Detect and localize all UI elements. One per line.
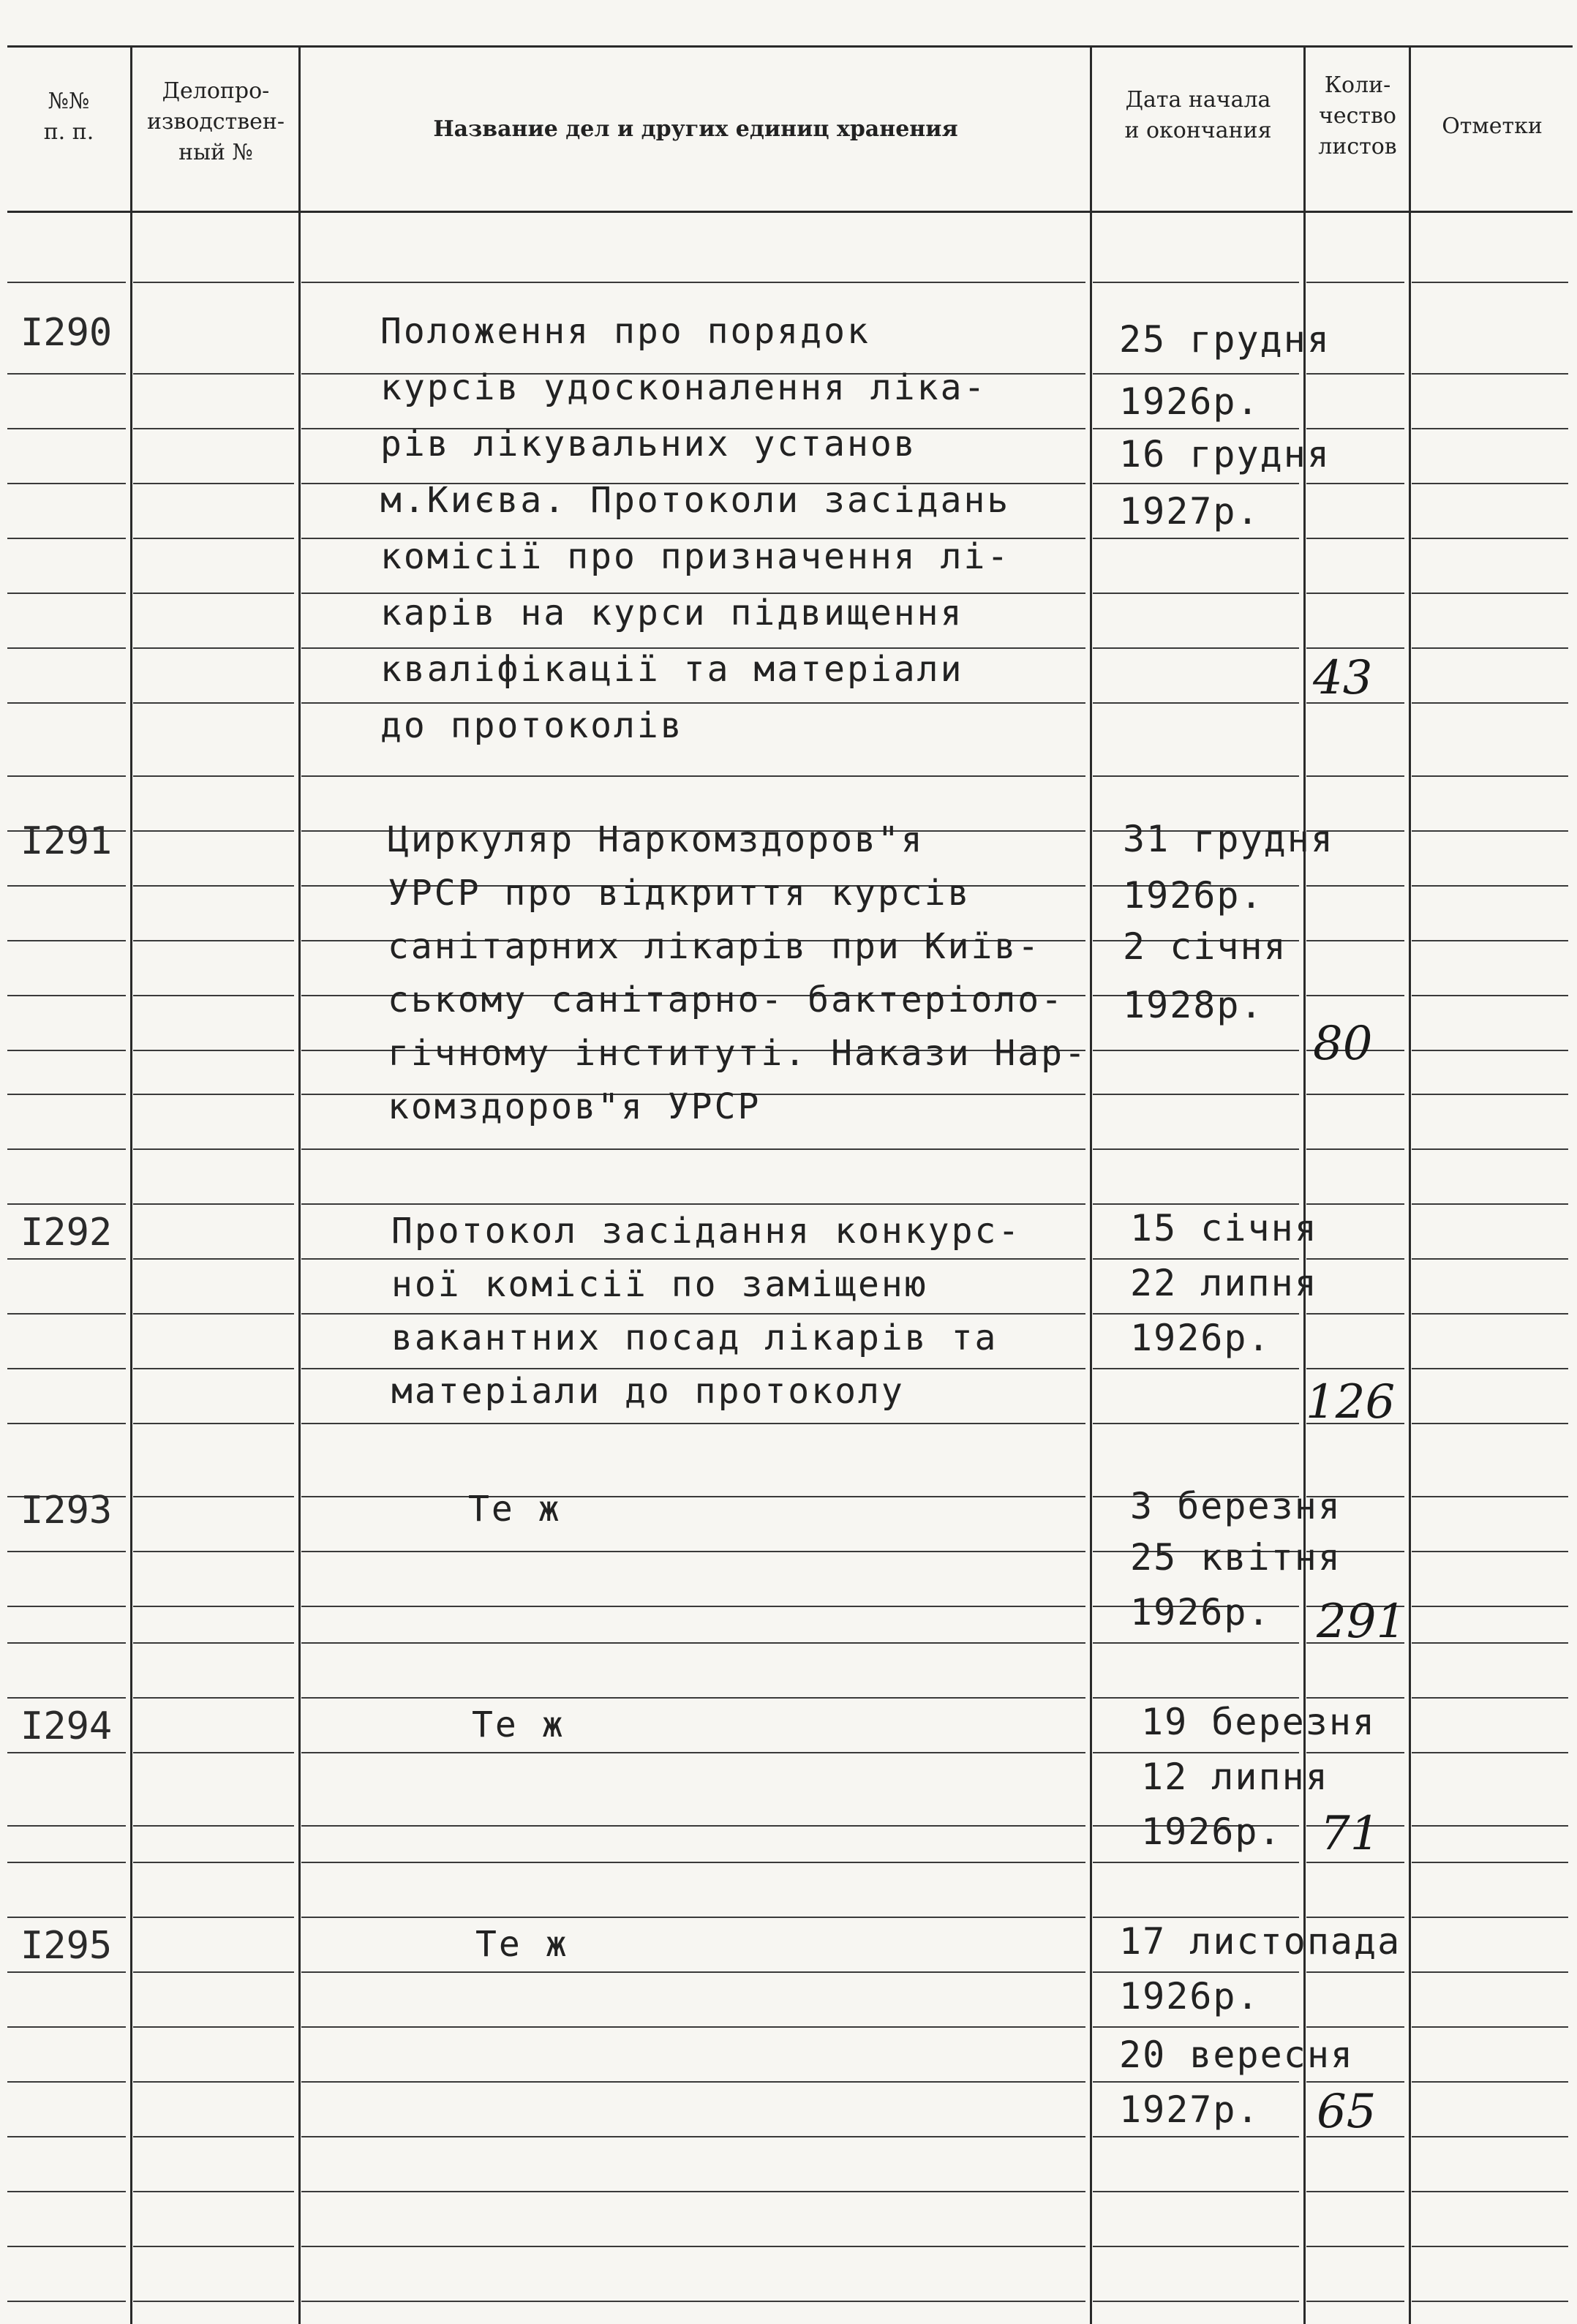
rule-line [301,775,1085,777]
header-office-num [133,76,298,168]
rule-line [133,1423,294,1424]
rule-line [1412,1551,1568,1552]
header-dates-line: и окончания [1124,118,1272,143]
rule-line [133,282,294,283]
rule-line [301,1368,1085,1369]
header-bottom-border [7,211,1573,213]
row-number: I291 [20,819,113,863]
row-title-line: до протоколів [380,705,684,746]
rule-line [1093,1917,1299,1918]
rule-line [1093,2191,1299,2192]
rule-line [1306,1368,1404,1369]
rule-line [7,1825,126,1827]
rule-line [133,1551,294,1552]
rule-line [1412,1917,1568,1918]
rule-line [133,1606,294,1607]
rule-line [133,428,294,429]
rule-line [1412,995,1568,996]
row-sheet-count: 80 [1313,1017,1373,1071]
row-date-line: 15 січня [1130,1207,1318,1249]
rule-line [1412,428,1568,429]
rule-line [301,2246,1085,2247]
rule-line [1093,647,1299,649]
row-title-line: комісії про призначення лі- [380,536,1011,577]
rule-line [1412,1368,1568,1369]
rule-line [1093,1697,1299,1699]
rule-line [1412,1606,1568,1607]
row-title-line: Те ж [475,1924,569,1965]
row-date-line: 1926р. [1141,1810,1282,1853]
rule-line [7,538,126,539]
rule-line [133,830,294,832]
rule-line [1306,647,1404,649]
rule-line [133,373,294,375]
rule-line [1412,282,1568,283]
rule-line [133,1752,294,1753]
rule-line [1306,940,1404,941]
rule-line [301,702,1085,704]
row-date-line: 31 грудня [1123,818,1334,860]
header-office-line: Делопро- [162,78,270,104]
header-title: Название дел и других единиц хранения [433,116,958,142]
header-sheets-line: Коли- [1324,72,1391,98]
rule-line [1306,373,1404,375]
rule-line [1306,1203,1404,1205]
rule-line [7,885,126,887]
rule-line [1306,775,1404,777]
row-date-line: 25 квітня [1130,1536,1341,1579]
rule-line [7,1606,126,1607]
row-number: I293 [20,1489,113,1533]
rule-line [1306,2246,1404,2247]
rule-line [133,1203,294,1205]
rule-line [1093,2136,1299,2137]
row-number: I292 [20,1211,113,1255]
rule-line [7,373,126,375]
rule-line [1306,593,1404,594]
rule-line [7,2026,126,2028]
rule-line [133,1971,294,1973]
rule-line [1306,1148,1404,1150]
rule-line [1412,1496,1568,1497]
rule-line [133,538,294,539]
rule-line [7,593,126,594]
rule-line [1412,2136,1568,2137]
rule-line [7,995,126,996]
rule-line [1412,373,1568,375]
rule-line [133,1094,294,1095]
rule-line [301,1258,1085,1260]
header-dates [1093,85,1303,146]
rule-line [1093,2081,1299,2083]
rule-line [7,1642,126,1644]
rule-line [1093,538,1299,539]
col-divider-4 [1303,45,1306,2324]
row-date-line: 1928р. [1123,984,1264,1026]
rule-line [133,2246,294,2247]
rule-line [133,1917,294,1918]
rule-line [1306,1971,1404,1973]
rule-line [1093,702,1299,704]
header-num-line: п. п. [43,119,94,145]
rule-line [1306,2026,1404,2028]
rule-line [1093,428,1299,429]
rule-line [133,1496,294,1497]
rule-line [1412,483,1568,484]
row-title-line: Те ж [472,1704,565,1745]
rule-line [1306,282,1404,283]
rule-line [301,1917,1085,1918]
row-sheet-count: 71 [1320,1807,1380,1861]
rule-line [1093,2301,1299,2302]
rule-line [7,1551,126,1552]
row-date-line: 19 березня [1141,1701,1377,1743]
rule-line [7,940,126,941]
header-sheets [1306,70,1409,162]
top-border [7,45,1573,48]
row-date-line: 1926р. [1130,1317,1271,1359]
row-number: I290 [20,311,113,355]
rule-line [7,1971,126,1973]
row-title-line: курсів удосконалення ліка- [380,367,987,408]
row-title-line: Положення про порядок [380,311,870,352]
rule-line [133,593,294,594]
rule-line [1306,1752,1404,1753]
rule-line [133,2026,294,2028]
rule-line [7,775,126,777]
row-date-line: 16 грудня [1119,433,1331,475]
rule-line [1093,1094,1299,1095]
rule-line [1412,830,1568,832]
rule-line [133,1050,294,1051]
rule-line [301,2081,1085,2083]
rule-line [1306,1917,1404,1918]
rule-line [133,1148,294,1150]
rule-line [1412,2191,1568,2192]
rule-line [1412,940,1568,941]
rule-line [1412,647,1568,649]
rule-line [7,1917,126,1918]
rule-line [7,1258,126,1260]
row-title-line: УРСР про відкриття курсів [388,873,971,914]
header-sheets-line: чество [1319,103,1396,129]
rule-line [7,1752,126,1753]
row-date-line: 22 липня [1130,1262,1318,1304]
rule-line [1412,1203,1568,1205]
rule-line [301,1148,1085,1150]
rule-line [7,1862,126,1863]
rule-line [1306,1094,1404,1095]
rule-line [1306,885,1404,887]
col-divider-3 [1090,45,1092,2324]
rule-line [1093,1971,1299,1973]
rule-line [301,1697,1085,1699]
rule-line [7,1203,126,1205]
rule-line [1093,483,1299,484]
col-divider-2 [298,45,301,2324]
rule-line [1306,2191,1404,2192]
rule-line [301,1862,1085,1863]
rule-line [1412,1697,1568,1699]
rule-line [1412,1258,1568,1260]
rule-line [7,1050,126,1051]
row-number: I294 [20,1704,113,1748]
row-date-line: 25 грудня [1119,318,1331,361]
row-date-line: 12 липня [1141,1756,1329,1798]
rule-line [1412,2081,1568,2083]
col-divider-5 [1409,45,1411,2324]
rule-line [7,1368,126,1369]
rule-line [133,775,294,777]
rule-line [133,1862,294,1863]
rule-line [7,282,126,283]
rule-line [7,2081,126,2083]
rule-line [1306,1313,1404,1315]
row-sheet-count: 291 [1317,1595,1407,1649]
rule-line [1306,483,1404,484]
rule-line [1093,1050,1299,1051]
rule-line [1093,373,1299,375]
rule-line [301,1752,1085,1753]
row-title-line: вакантних посад лікарів та [391,1317,998,1358]
row-date-line: 1926р. [1119,1975,1260,2017]
rule-line [1412,1862,1568,1863]
rule-line [133,995,294,996]
row-date-line: 1926р. [1119,380,1260,423]
rule-line [1412,2301,1568,2302]
rule-line [7,2301,126,2302]
rule-line [301,1642,1085,1644]
rule-line [7,1697,126,1699]
row-date-line: 3 березня [1130,1485,1341,1527]
rule-line [7,1313,126,1315]
rule-line [1306,1697,1404,1699]
rule-line [133,1642,294,1644]
rule-line [1412,1313,1568,1315]
header-dates-line: Дата начала [1125,87,1271,113]
header-num [7,86,130,148]
row-title-line: ському санітарно- бактеріоло- [388,979,1065,1020]
rule-line [1412,2246,1568,2247]
rule-line [7,1423,126,1424]
rule-line [301,1551,1085,1552]
rule-line [1306,428,1404,429]
rule-line [1412,1642,1568,1644]
rule-line [1306,2081,1404,2083]
rule-line [1412,885,1568,887]
rule-line [1093,1862,1299,1863]
row-date-line: 1927р. [1119,490,1260,533]
rule-line [301,2191,1085,2192]
rule-line [133,1697,294,1699]
rule-line [133,483,294,484]
rule-line [1093,1148,1299,1150]
header-office-line: ный № [178,140,253,165]
rule-line [1412,1752,1568,1753]
rule-line [133,1825,294,1827]
row-title-line: комздоров"я УРСР [388,1086,761,1127]
row-title-line: рів лікувальних установ [380,424,917,465]
rule-line [1306,1862,1404,1863]
rule-line [133,2301,294,2302]
rule-line [1306,538,1404,539]
rule-line [7,1148,126,1150]
rule-line [133,940,294,941]
rule-line [1412,1050,1568,1051]
rule-line [133,2081,294,2083]
row-title-line: санітарних лікарів при Київ- [388,926,1042,967]
rule-line [1093,282,1299,283]
rule-line [7,1094,126,1095]
rule-line [301,2136,1085,2137]
rule-line [301,2026,1085,2028]
row-sheet-count: 43 [1313,651,1373,705]
row-title-line: кваліфікації та матеріали [380,649,964,690]
rule-line [1093,1368,1299,1369]
row-date-line: 1926р. [1130,1591,1271,1633]
row-date-line: 2 січня [1123,925,1287,968]
row-title-line: Те ж [468,1489,562,1530]
row-title-line: Протокол засідання конкурс- [391,1211,1022,1252]
rule-line [1093,1423,1299,1424]
rule-line [1093,1313,1299,1315]
rule-line [7,702,126,704]
rule-line [1093,1752,1299,1753]
row-sheet-count: 65 [1317,2085,1377,2139]
rule-line [301,2301,1085,2302]
row-title-line: Циркуляр Наркомздоров"я [388,819,925,860]
rule-line [301,1313,1085,1315]
rule-line [1412,593,1568,594]
header-sheets-line: листов [1318,134,1397,159]
rule-line [133,2191,294,2192]
rule-line [1093,2026,1299,2028]
rule-line [7,428,126,429]
col-divider-1 [130,45,132,2324]
rule-line [1306,995,1404,996]
rule-line [1306,1258,1404,1260]
header-num-line: №№ [48,89,90,114]
rule-line [301,282,1085,283]
rule-line [1412,538,1568,539]
row-title-line: карів на курси підвищення [380,593,964,633]
rule-line [1093,775,1299,777]
header-notes: Отметки [1442,113,1543,139]
row-sheet-count: 126 [1306,1375,1396,1429]
row-number: I295 [20,1924,113,1968]
header-office-line: изводствен- [147,109,285,135]
rule-line [1412,1971,1568,1973]
rule-line [1093,593,1299,594]
rule-line [7,483,126,484]
rule-line [1093,2246,1299,2247]
rule-line [301,1825,1085,1827]
rule-line [133,885,294,887]
rule-line [1412,1148,1568,1150]
rule-line [7,2191,126,2192]
rule-line [1412,1423,1568,1424]
rule-line [7,2136,126,2137]
rule-line [301,1423,1085,1424]
rule-line [1093,1642,1299,1644]
row-title-line: гічному інституті. Накази Нар- [388,1033,1088,1074]
row-title-line: ної комісії по заміщеню [391,1264,928,1305]
row-title-line: м.Києва. Протоколи засідань [380,480,1011,521]
rule-line [301,1971,1085,1973]
rule-line [7,647,126,649]
rule-line [133,1258,294,1260]
rule-line [1412,2026,1568,2028]
rule-line [1306,2301,1404,2302]
rule-line [301,1606,1085,1607]
rule-line [133,1313,294,1315]
rule-line [133,702,294,704]
rule-line [1093,1203,1299,1205]
rule-line [1412,1825,1568,1827]
row-date-line: 20 вересня [1119,2034,1355,2076]
rule-line [133,1368,294,1369]
rule-line [1412,775,1568,777]
rule-line [133,647,294,649]
rule-line [1093,1258,1299,1260]
rule-line [1412,702,1568,704]
row-date-line: 1926р. [1123,874,1264,917]
row-title-line: матеріали до протоколу [391,1371,905,1412]
row-date-line: 1927р. [1119,2088,1260,2131]
rule-line [301,1203,1085,1205]
rule-line [7,2246,126,2247]
rule-line [133,2136,294,2137]
rule-line [1412,1094,1568,1095]
rule-line [301,1496,1085,1497]
row-date-line: 17 листопада [1119,1920,1401,1963]
